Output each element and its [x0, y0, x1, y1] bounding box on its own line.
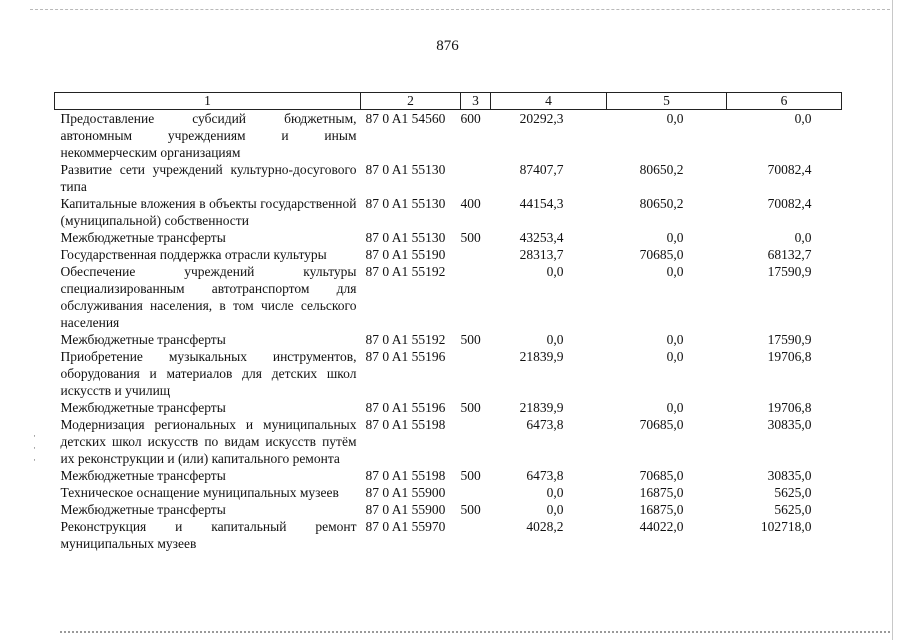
table-body: [55, 110, 842, 553]
table-row: [55, 161, 842, 195]
scan-edge-right: [892, 0, 893, 640]
row-expense-type: 500: [460, 502, 481, 517]
row-expense-type: 500: [460, 332, 481, 347]
row-value-6: 0,0: [794, 111, 812, 126]
table-row: [55, 263, 842, 331]
table-row: [55, 467, 842, 484]
row-value-6: 70082,4: [767, 196, 812, 211]
row-value-4: 0,0: [546, 332, 564, 347]
row-name: Государственная поддержка отрасли культуры: [60, 247, 327, 262]
row-value-4: 21839,9: [519, 400, 564, 415]
row-value-6: 19706,8: [767, 400, 812, 415]
row-name: Предоставление субсидий бюджетным, автономным учреждениям и иным некоммерческим организациям: [60, 111, 357, 160]
row-code: 87 0 A1 55190: [365, 247, 446, 262]
row-expense-type: 400: [460, 196, 481, 211]
row-value-6: 0,0: [794, 230, 812, 245]
row-value-4: 4028,2: [526, 519, 564, 534]
row-code: 87 0 A1 55130: [365, 196, 446, 211]
row-value-6: 68132,7: [767, 247, 812, 262]
row-expense-type: 500: [460, 400, 481, 415]
row-value-4: 6473,8: [526, 468, 564, 483]
row-code: 87 0 A1 55970: [365, 519, 446, 534]
row-value-4: 0,0: [546, 264, 564, 279]
table-header: [55, 93, 842, 110]
column-header-value-4: 4: [491, 93, 607, 110]
row-value-5: 0,0: [666, 400, 684, 415]
row-value-5: 80650,2: [639, 196, 684, 211]
row-code: 87 0 A1 55130: [365, 162, 446, 177]
row-value-5: 0,0: [666, 349, 684, 364]
row-value-4: 43253,4: [519, 230, 564, 245]
row-expense-type: [461, 161, 491, 195]
row-name: Межбюджетные трансферты: [60, 468, 226, 483]
header-row: [55, 93, 842, 110]
row-value-4: 87407,7: [519, 162, 564, 177]
table-row: [55, 484, 842, 501]
table-row: [55, 229, 842, 246]
row-code: 87 0 A1 54560: [365, 111, 446, 126]
row-code: 87 0 A1 55192: [365, 332, 446, 347]
row-value-6: 17590,9: [767, 332, 812, 347]
row-expense-type: [461, 484, 491, 501]
row-name: Межбюджетные трансферты: [60, 230, 226, 245]
scan-edge-top: [30, 9, 890, 10]
table-row: [55, 110, 842, 162]
scan-edge-bottom: [60, 631, 890, 633]
column-header-value-5: 5: [607, 93, 727, 110]
row-value-5: 80650,2: [639, 162, 684, 177]
column-header-value-6: 6: [727, 93, 842, 110]
row-name: Межбюджетные трансферты: [60, 400, 226, 415]
row-value-4: 6473,8: [526, 417, 564, 432]
budget-table: [54, 92, 842, 552]
row-value-6: 30835,0: [767, 417, 812, 432]
row-name: Модернизация региональных и муниципальных детских школ искусств по видам искусств путём их реконструкции и (или) капитального ремонта: [60, 417, 357, 466]
row-value-5: 16875,0: [639, 502, 684, 517]
row-value-6: 19706,8: [767, 349, 812, 364]
row-name: Приобретение музыкальных инструментов, оборудования и материалов для детских школ искусств и училищ: [60, 349, 357, 398]
row-name: Межбюджетные трансферты: [60, 502, 226, 517]
row-value-4: 0,0: [546, 502, 564, 517]
row-expense-type: [461, 246, 491, 263]
row-name: Обеспечение учреждений культуры специализированным автотранспортом для обслуживания населения, в том числе сельского населения: [60, 264, 357, 330]
page-number: 876: [436, 38, 459, 54]
row-expense-type: 500: [460, 230, 481, 245]
row-name: Межбюджетные трансферты: [60, 332, 226, 347]
row-value-6: 17590,9: [767, 264, 812, 279]
row-value-5: 0,0: [666, 111, 684, 126]
row-code: 87 0 A1 55198: [365, 417, 446, 432]
row-code: 87 0 A1 55192: [365, 264, 446, 279]
margin-marks: · · ·: [33, 431, 36, 465]
row-value-6: 5625,0: [774, 485, 812, 500]
row-value-5: 0,0: [666, 264, 684, 279]
row-code: 87 0 A1 55196: [365, 349, 446, 364]
row-value-5: 70685,0: [639, 247, 684, 262]
row-code: 87 0 A1 55900: [365, 485, 446, 500]
row-value-4: 21839,9: [519, 349, 564, 364]
row-expense-type: [461, 416, 491, 467]
row-code: 87 0 A1 55900: [365, 502, 446, 517]
row-value-4: 0,0: [546, 485, 564, 500]
row-code: 87 0 A1 55130: [365, 230, 446, 245]
row-value-4: 44154,3: [519, 196, 564, 211]
row-value-6: 30835,0: [767, 468, 812, 483]
row-expense-type: [461, 263, 491, 331]
table-row: [55, 416, 842, 467]
row-expense-type: [461, 348, 491, 399]
column-header-name: 1: [55, 93, 361, 110]
row-value-5: 16875,0: [639, 485, 684, 500]
row-expense-type: 500: [460, 468, 481, 483]
row-name: Развитие сети учреждений культурно-досугового типа: [60, 162, 357, 194]
row-value-5: 0,0: [666, 332, 684, 347]
table-row: [55, 518, 842, 552]
row-value-5: 70685,0: [639, 468, 684, 483]
table-row: [55, 331, 842, 348]
table-row: [55, 348, 842, 399]
table-row: [55, 195, 842, 229]
row-code: 87 0 A1 55198: [365, 468, 446, 483]
row-name: Реконструкция и капитальный ремонт муниципальных музеев: [60, 519, 357, 551]
table-row: [55, 501, 842, 518]
row-value-4: 28313,7: [519, 247, 564, 262]
row-expense-type: 600: [460, 111, 481, 126]
table-row: [55, 399, 842, 416]
row-name: Капитальные вложения в объекты государственной (муниципальной) собственности: [60, 196, 357, 228]
row-value-6: 5625,0: [774, 502, 812, 517]
row-value-5: 70685,0: [639, 417, 684, 432]
row-value-4: 20292,3: [519, 111, 564, 126]
row-expense-type: [461, 518, 491, 552]
row-code: 87 0 A1 55196: [365, 400, 446, 415]
column-header-type: 3: [461, 93, 491, 110]
row-value-6: 102718,0: [760, 519, 812, 534]
row-name: Техническое оснащение муниципальных музеев: [60, 485, 339, 500]
row-value-6: 70082,4: [767, 162, 812, 177]
row-value-5: 44022,0: [639, 519, 684, 534]
table-row: [55, 246, 842, 263]
column-header-code: 2: [361, 93, 461, 110]
row-value-5: 0,0: [666, 230, 684, 245]
